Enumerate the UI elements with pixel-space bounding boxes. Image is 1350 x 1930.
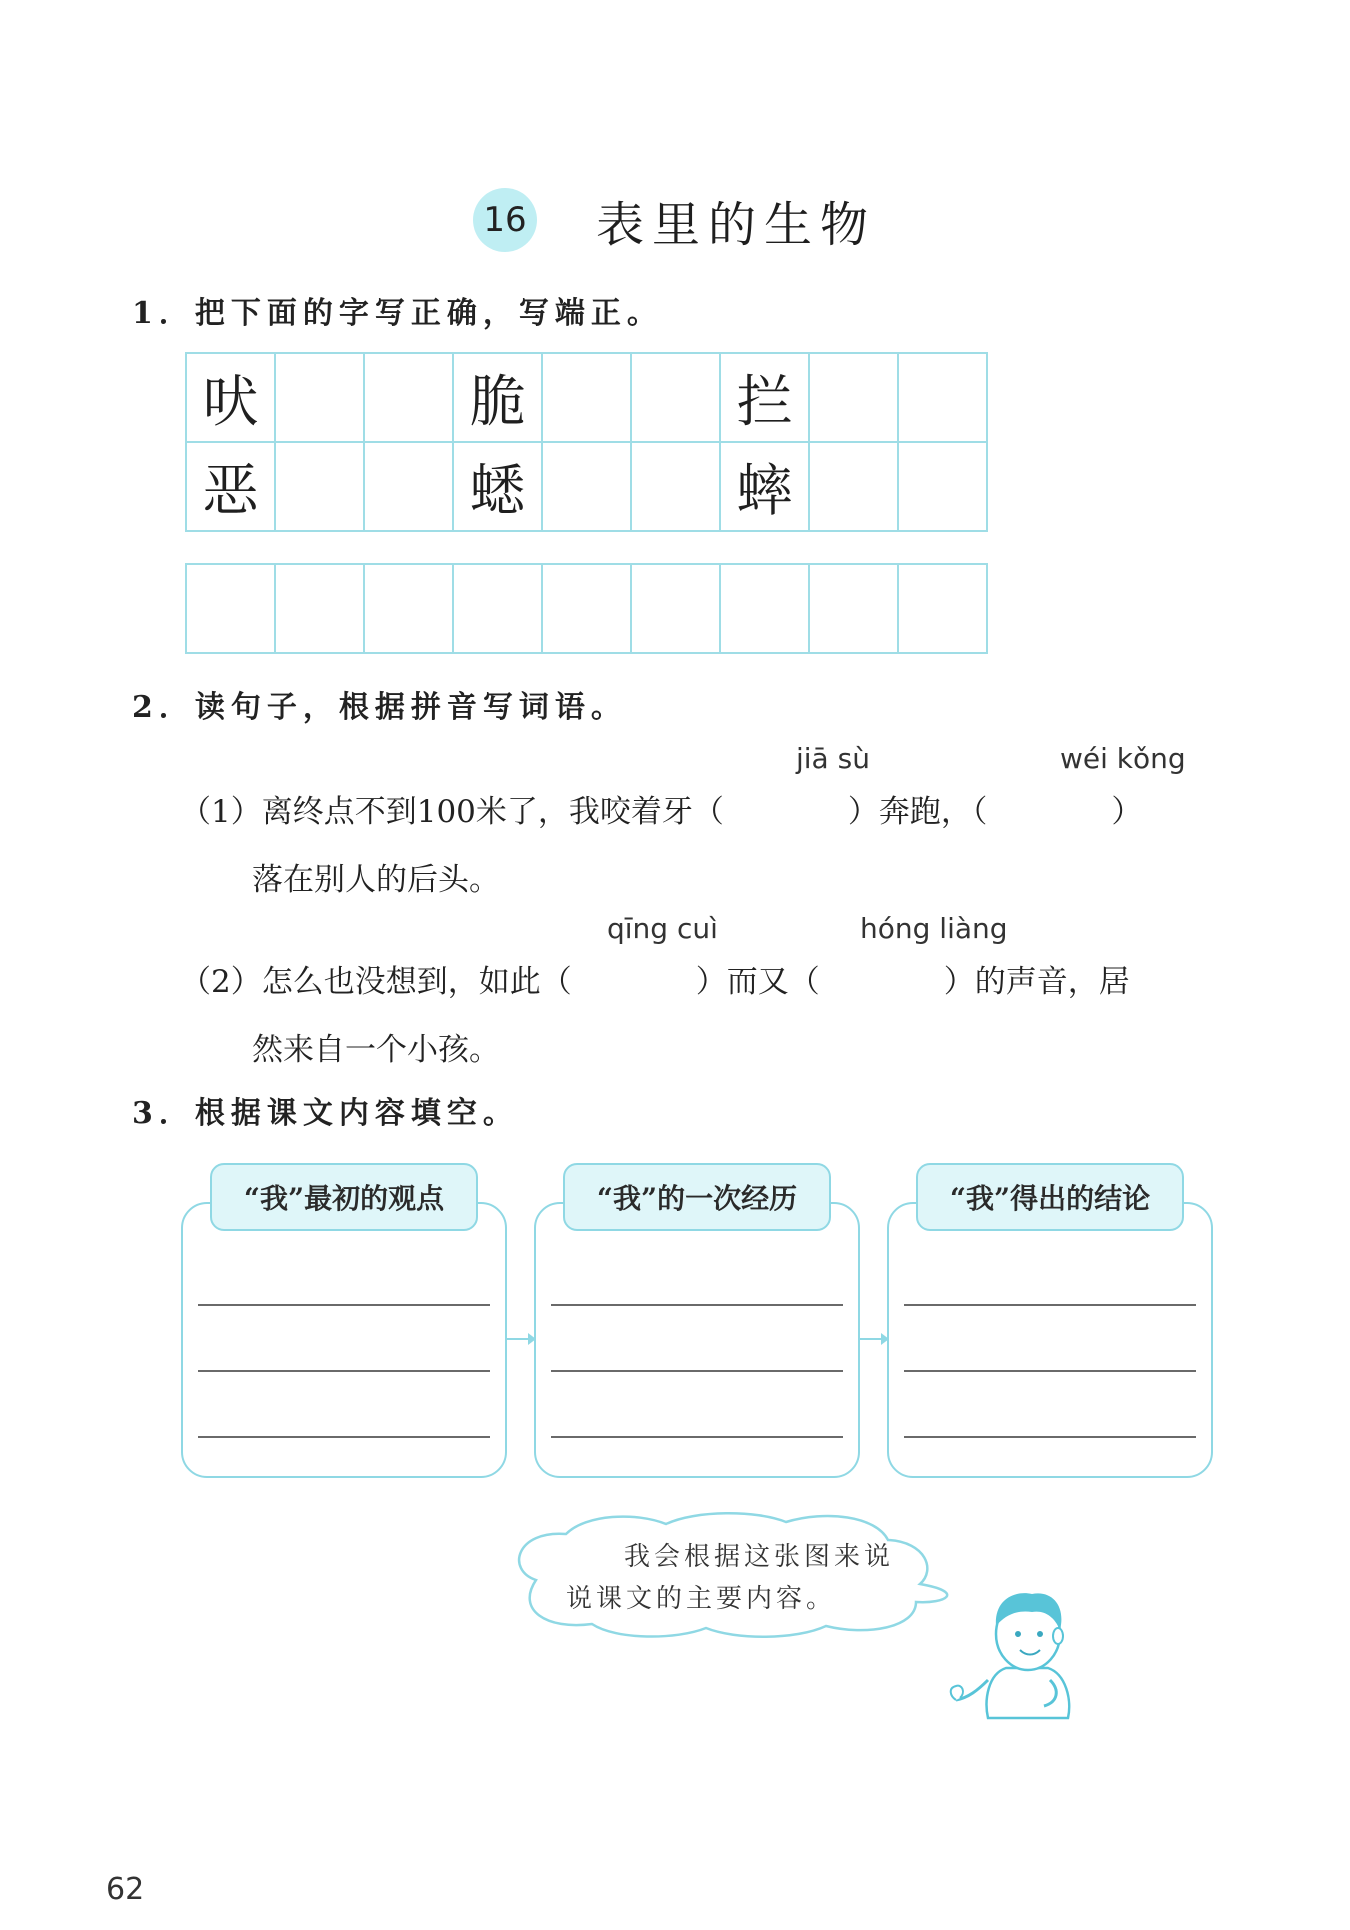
- grid-row-3: [186, 564, 987, 653]
- speech-cloud-icon: [496, 1510, 956, 1640]
- grid-cell[interactable]: [898, 564, 987, 653]
- grid-cell[interactable]: [453, 564, 542, 653]
- grid-cell[interactable]: [542, 564, 631, 653]
- sentence-1-line-2: 落在别人的后头。: [252, 862, 500, 898]
- grid-cell[interactable]: [720, 564, 809, 653]
- lesson-header: [0, 180, 1350, 260]
- grid-cell[interactable]: [364, 353, 453, 442]
- pinyin-qingcui: qīng cuì: [607, 912, 718, 945]
- grid-cell[interactable]: [275, 442, 364, 531]
- pinyin-hongliang: hóng liàng: [860, 912, 1008, 945]
- page-number: 62: [106, 1872, 145, 1907]
- speech-line-1: 我会根据这张图来说: [624, 1542, 895, 1572]
- answer-line[interactable]: [198, 1304, 490, 1306]
- answer-line[interactable]: [551, 1304, 843, 1306]
- sentence-2-line-2: 然来自一个小孩。: [252, 1032, 500, 1068]
- grid-cell[interactable]: [809, 442, 898, 531]
- grid-cell[interactable]: 脆: [453, 353, 542, 442]
- grid-cell[interactable]: [542, 353, 631, 442]
- grid-cell[interactable]: [275, 564, 364, 653]
- grid-row-2: [186, 442, 987, 531]
- answer-line[interactable]: [904, 1304, 1196, 1306]
- question-2-heading: 2．读句子，根据拼音写词语。: [132, 690, 627, 725]
- grid-cell[interactable]: [631, 564, 720, 653]
- writing-grid-top: [185, 352, 988, 532]
- pinyin-weikong: wéi kǒng: [1060, 742, 1186, 775]
- grid-cell[interactable]: [809, 564, 898, 653]
- label-initial-view: “我”最初的观点: [210, 1163, 478, 1231]
- answer-line[interactable]: [551, 1370, 843, 1372]
- grid-cell[interactable]: [631, 353, 720, 442]
- grid-cell[interactable]: [186, 564, 275, 653]
- question-3-heading: 3．根据课文内容填空。: [132, 1096, 519, 1131]
- answer-line[interactable]: [198, 1436, 490, 1438]
- lesson-number-badge: 16: [473, 188, 537, 252]
- grid-cell[interactable]: [364, 564, 453, 653]
- answer-line[interactable]: [904, 1436, 1196, 1438]
- grid-row-1: [186, 353, 987, 442]
- writing-grid-bottom: [185, 563, 988, 654]
- answer-line[interactable]: [551, 1436, 843, 1438]
- grid-cell[interactable]: [809, 353, 898, 442]
- speech-line-2: 说课文的主要内容。: [566, 1584, 837, 1614]
- grid-cell[interactable]: 恶: [186, 442, 275, 531]
- answer-line[interactable]: [198, 1370, 490, 1372]
- grid-cell[interactable]: [898, 442, 987, 531]
- sentence-2-line-1: （2）怎么也没想到，如此（ ）而又（ ）的声音，居: [180, 964, 1130, 1000]
- grid-cell[interactable]: 蟋: [453, 442, 542, 531]
- flow-arrow-icon: [859, 1338, 887, 1340]
- grid-cell[interactable]: 吠: [186, 353, 275, 442]
- label-conclusion: “我”得出的结论: [916, 1163, 1184, 1231]
- answer-line[interactable]: [904, 1370, 1196, 1372]
- flow-arrow-icon: [506, 1338, 534, 1340]
- grid-cell[interactable]: [364, 442, 453, 531]
- grid-cell[interactable]: [275, 353, 364, 442]
- grid-cell[interactable]: 拦: [720, 353, 809, 442]
- label-experience: “我”的一次经历: [563, 1163, 831, 1231]
- grid-cell[interactable]: 蟀: [720, 442, 809, 531]
- grid-cell[interactable]: [631, 442, 720, 531]
- sentence-1-line-1: （1）离终点不到100米了，我咬着牙（ ）奔跑，（ ）: [180, 794, 1143, 830]
- lesson-title: 表里的生物: [596, 197, 877, 253]
- pinyin-jiasu: jiā sù: [796, 742, 870, 775]
- grid-cell[interactable]: [542, 442, 631, 531]
- grid-cell[interactable]: [898, 353, 987, 442]
- question-1-heading: 1．把下面的字写正确，写端正。: [132, 296, 663, 331]
- boy-character-icon: [948, 1550, 1098, 1720]
